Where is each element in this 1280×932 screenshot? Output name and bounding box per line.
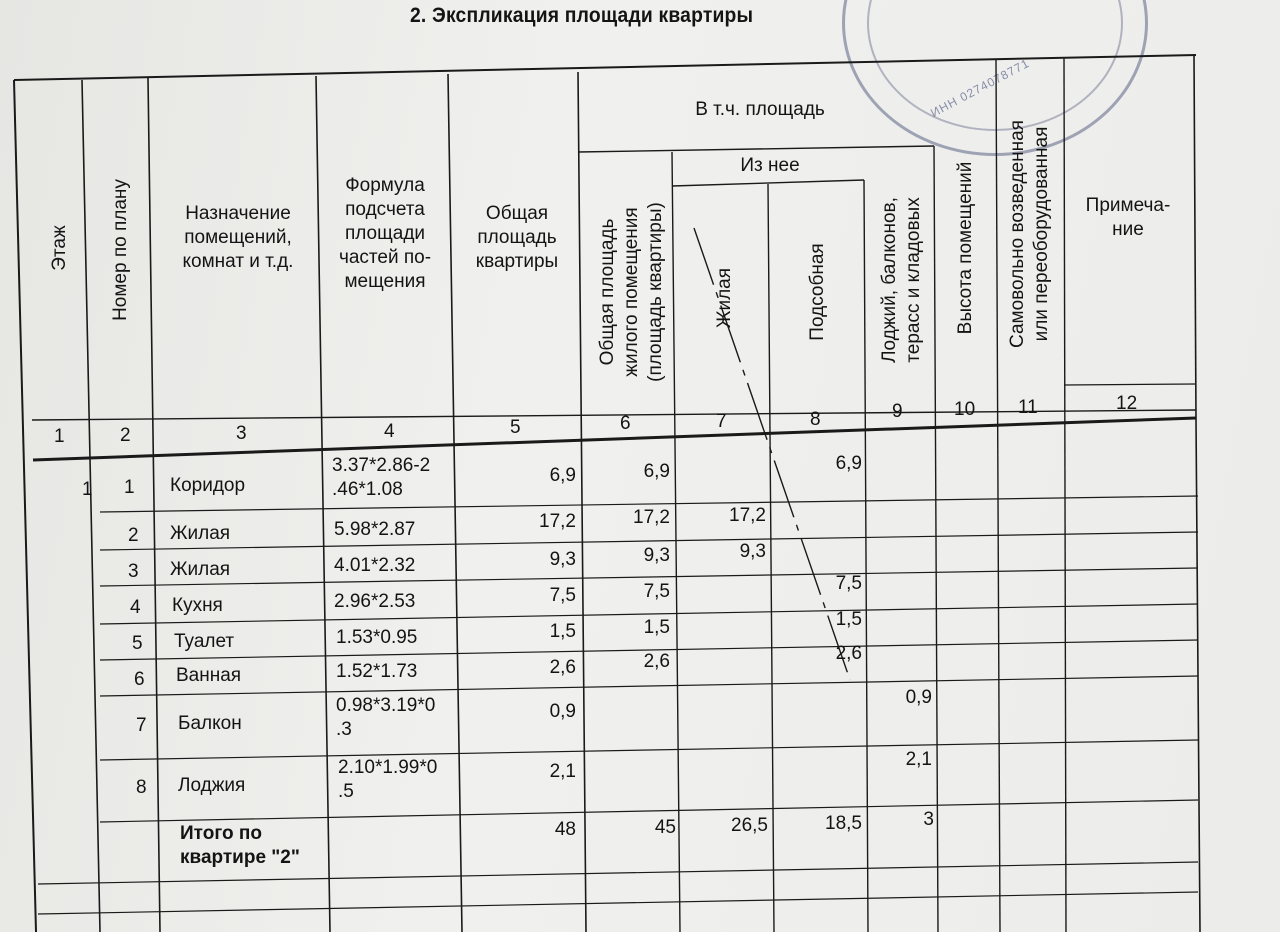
cell-loggia: 0,9 (905, 687, 932, 708)
col-number: 10 (954, 399, 976, 420)
col-number: 2 (120, 425, 131, 446)
col-number: 1 (54, 426, 65, 447)
cell-total-area: 9,3 (549, 549, 576, 570)
cell-living-total: 1,5 (643, 617, 670, 638)
cell-living: 9,3 (739, 541, 766, 562)
cell-floor: 1 (82, 479, 93, 500)
cell-room-name: Ванная (176, 665, 242, 686)
header-height: Высота помещений (955, 161, 976, 335)
total-living-total: 45 (654, 817, 676, 838)
header-loggias: Лоджий, балконов, терасс и кладовых (879, 197, 924, 363)
cell-plan-number: 5 (132, 633, 143, 654)
cell-auxiliary: 7,5 (835, 573, 862, 594)
col-number: 9 (892, 401, 903, 422)
cell-room-name: Балкон (178, 713, 242, 734)
cell-room-name: Жилая (170, 559, 231, 580)
cell-plan-number: 2 (128, 525, 139, 546)
seal-text: ИНН 0274078771 (928, 55, 1032, 121)
cell-formula: 4.01*2.32 (334, 555, 416, 576)
cell-plan-number: 4 (130, 597, 141, 618)
header-living-total: Общая площадь жилого помещения (площадь квартиры) (597, 202, 666, 382)
cell-living-total: 6,9 (643, 461, 670, 482)
header-auxiliary: Подсобная (807, 243, 828, 341)
cell-total-area: 1,5 (549, 621, 576, 642)
cell-room-name: Жилая (170, 523, 231, 544)
total-row-label: Итого по квартире "2" (180, 823, 300, 868)
cell-total-area: 2,6 (549, 657, 576, 678)
total-living: 26,5 (731, 815, 768, 836)
header-of-which: Из нее (740, 155, 800, 176)
header-purpose: Назначение помещений, комнат и т.д. (182, 203, 294, 272)
cell-plan-number: 8 (136, 777, 147, 798)
cell-total-area: 2,1 (549, 761, 576, 782)
cell-total-area: 6,9 (549, 465, 576, 486)
cell-formula: 1.53*0.95 (336, 627, 418, 648)
header-total-area: Общая площадь квартиры (475, 203, 559, 272)
cell-total-area: 0,9 (549, 701, 576, 722)
total-auxiliary: 18,5 (825, 813, 862, 834)
cell-total-area: 17,2 (539, 511, 576, 532)
cell-formula: 3.37*2.86-2 .46*1.08 (332, 455, 431, 500)
cell-plan-number: 3 (128, 561, 139, 582)
col-number: 11 (1018, 397, 1038, 418)
cell-formula: 0.98*3.19*0 .3 (336, 695, 436, 740)
cell-formula: 2.10*1.99*0 .5 (338, 757, 438, 802)
col-number: 7 (716, 411, 727, 432)
col-number: 6 (620, 413, 631, 434)
cell-living-total: 17,2 (633, 507, 670, 528)
cell-total-area: 7,5 (549, 585, 576, 606)
cell-formula: 5.98*2.87 (334, 519, 416, 540)
cell-room-name: Коридор (170, 475, 246, 496)
cell-auxiliary: 2,6 (835, 643, 862, 664)
cell-loggia: 2,1 (905, 749, 932, 770)
col-number: 12 (1116, 393, 1138, 414)
total-area: 48 (554, 819, 576, 840)
col-number: 5 (510, 417, 521, 438)
document-title: 2. Экспликация площади квартиры (410, 4, 754, 27)
cell-formula: 2.96*2.53 (334, 591, 416, 612)
cell-room-name: Кухня (172, 595, 223, 616)
header-unauthorized: Самовольно возведенная или переоборудованная (1007, 120, 1052, 348)
header-living: Жилая (714, 267, 735, 329)
cell-plan-number: 6 (134, 669, 145, 690)
cell-living-total: 7,5 (643, 581, 670, 602)
cell-plan-number: 7 (136, 715, 147, 736)
cell-living-total: 2,6 (643, 651, 670, 672)
header-incl-area: В т.ч. площадь (695, 99, 825, 120)
cell-room-name: Лоджия (178, 775, 246, 796)
cell-auxiliary: 6,9 (835, 453, 862, 474)
col-number: 4 (384, 421, 395, 442)
total-loggia: 3 (923, 809, 934, 830)
cell-plan-number: 1 (124, 477, 135, 498)
header-note: Примеча- ние (1085, 195, 1171, 240)
header-floor: Этаж (49, 225, 70, 271)
col-number: 3 (236, 423, 247, 444)
header-formula: Формула подсчета площади частей по- мещения (338, 175, 432, 292)
cell-auxiliary: 1,5 (835, 609, 862, 630)
cell-formula: 1.52*1.73 (336, 661, 418, 682)
col-number: 8 (810, 409, 821, 430)
cell-living: 17,2 (729, 505, 766, 526)
cell-room-name: Туалет (174, 631, 235, 652)
cell-living-total: 9,3 (643, 545, 670, 566)
header-plan-number: Номер по плану (110, 179, 131, 321)
